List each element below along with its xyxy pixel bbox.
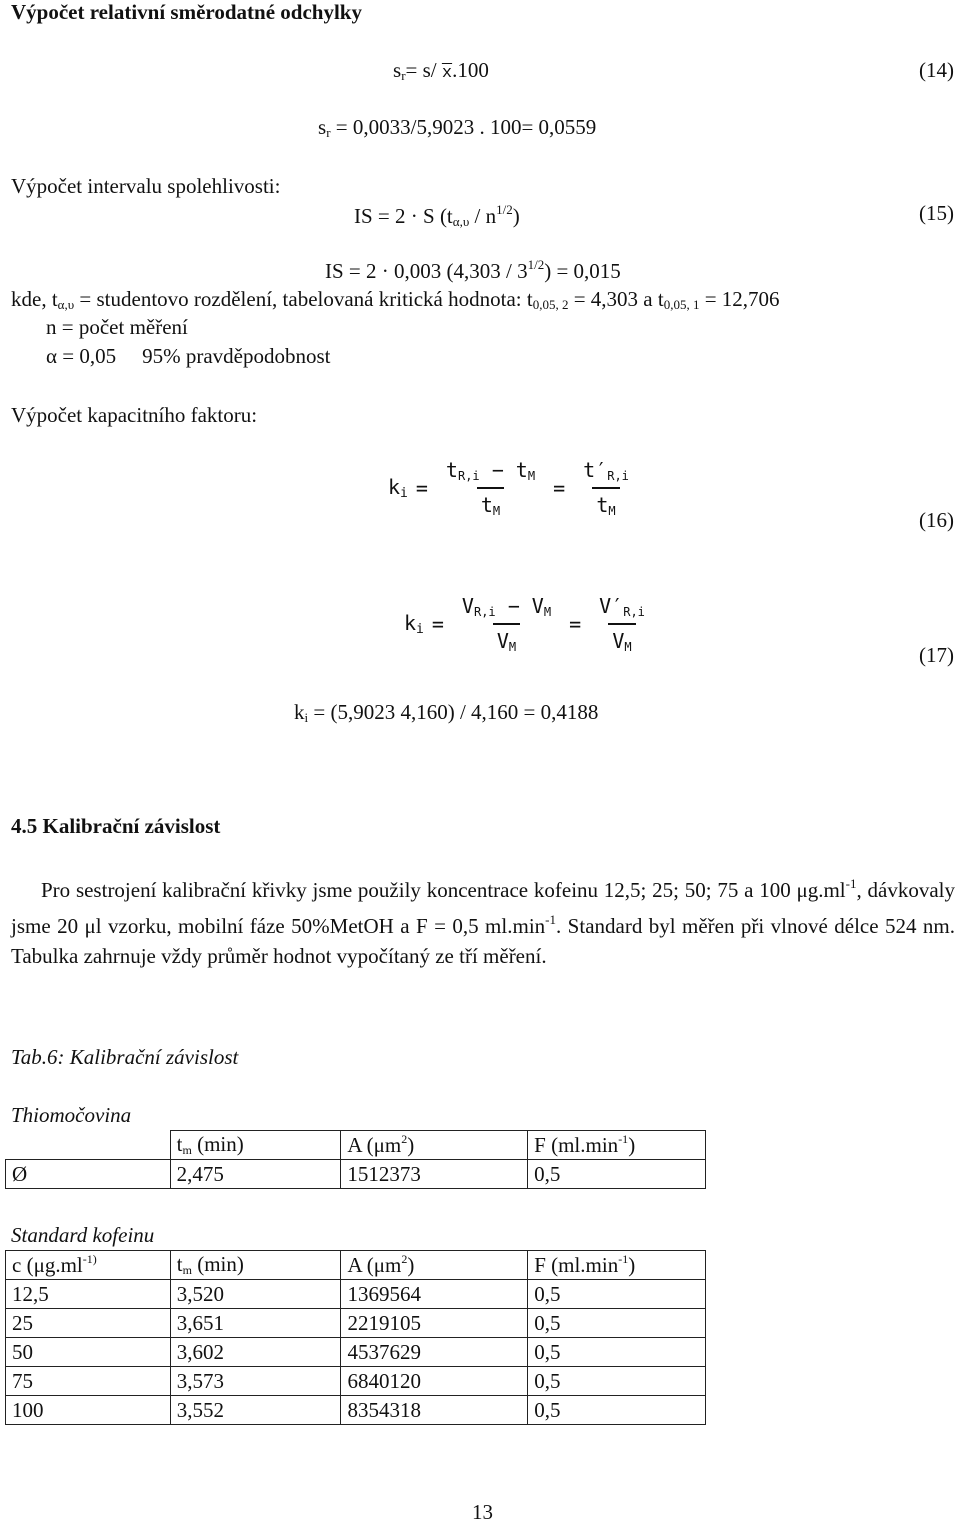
cell-area: 4537629 [341, 1338, 528, 1367]
cell-concentration: 12,5 [6, 1280, 171, 1309]
thiourea-table [5, 1130, 706, 1189]
cell-flow: 0,5 [528, 1338, 706, 1367]
cell-flow: 0,5 [528, 1309, 706, 1338]
formula-17-lhs: $k_i$ [404, 611, 424, 637]
cell-tm: 3,602 [170, 1338, 341, 1367]
cell-concentration: 100 [6, 1396, 171, 1425]
fraction-16a: $\frac{t_{R,i} - t_M}{t_M}$ [445, 458, 536, 518]
cell-tm: 3,573 [170, 1367, 341, 1396]
table-row [6, 1367, 706, 1396]
cell-flow: 0,5 [528, 1396, 706, 1425]
header-flow: F $(ml.\min^{-1})$ [528, 1251, 706, 1280]
cell-tm: 2,475 [170, 1160, 341, 1189]
definition-line-2: n = počet měření [46, 315, 188, 339]
paragraph-calibration: Pro sestrojení kalibrační křivky jsme použily koncentrace kofeinu 12,5; 25; 50; 75 a 100 $\mu g.ml^{-1}$, dávkovaly jsme 20 μl vzorku, mobilní fáze 50%MetOH a F = 0,5 $ml.\min^{-1}$. Standard byl měřen při vlnové délce 524 nm. Tabulka zahrnuje vždy průměr hodnot vypočítaný ze tří měření. [11, 876, 955, 968]
heading-capacity-factor: Výpočet kapacitního faktoru: [11, 403, 258, 427]
cell-tm: 3,651 [170, 1309, 341, 1338]
equation-14-result: $s_r = 0,0033/5,9023$ . 100= 0,0559 [318, 115, 597, 140]
equals-sign: = [553, 476, 566, 500]
equation-14: $s_r= s/$ $\overline{x}.100$ [393, 58, 489, 83]
table-header-row [6, 1251, 706, 1280]
thiourea-title: Thiomočovina [11, 1103, 132, 1127]
table-row [6, 1309, 706, 1338]
header-tm: $t_m$ (min) [170, 1131, 341, 1160]
header-flow: F $(ml.\min^{-1})$ [528, 1131, 706, 1160]
fraction-17b: $\frac{V'_{R,i}}{V_M}$ [599, 594, 645, 654]
header-cell-empty [6, 1131, 171, 1160]
cell-area: 2219105 [341, 1309, 528, 1338]
equals-sign: = [569, 612, 582, 636]
table-row [6, 1396, 706, 1425]
caffeine-table [5, 1250, 706, 1425]
table-row [6, 1338, 706, 1367]
page-number: 13 [472, 1500, 493, 1524]
equation-number-17: (17) [919, 643, 954, 667]
equation-15: IS = 2 · S $(t_{\alpha,\upsilon} / n^{1/2})$ [354, 202, 520, 229]
equation-number-15: (15) [919, 201, 954, 225]
section-title: 4.5 Kalibrační závislost [11, 814, 221, 838]
cell-concentration: 75 [6, 1367, 171, 1396]
definition-line-1: kde, $t_{\alpha,\upsilon}$ = studentovo rozdělení, tabelovaná kritická hodnota: $t_{0,05, 2} = 4,303$ a $t_{0,05, 1} = 12,706$ [11, 287, 780, 312]
caffeine-title: Standard kofeinu [11, 1223, 155, 1247]
equals-sign: = [431, 612, 444, 636]
heading-confidence-interval: Výpočet intervalu spolehlivosti: [11, 174, 281, 198]
table-caption: Tab.6: Kalibrační závislost [11, 1045, 239, 1069]
ki-calculation: $k_i = (5,9023$ 4,160) / 4,160 = 0,4188 [294, 700, 599, 725]
cell-tm: 3,552 [170, 1396, 341, 1425]
cell-area: 8354318 [341, 1396, 528, 1425]
cell-area: 1512373 [341, 1160, 528, 1189]
fraction-17a: $\frac{V_{R,i} - V_M}{V_M}$ [461, 594, 552, 654]
header-area: A $(\mu m^2)$ [341, 1131, 528, 1160]
heading-relative-sd: Výpočet relativní směrodatné odchylky [11, 0, 362, 24]
formula-16 [388, 458, 639, 518]
table-row [6, 1280, 706, 1309]
table-header-row [6, 1131, 706, 1160]
equation-15-result: IS = 2 · 0,003 $(4,303 / 3^{1/2}) = 0,015$ [325, 257, 621, 283]
formula-17 [404, 594, 655, 654]
cell-tm: 3,520 [170, 1280, 341, 1309]
cell-flow: 0,5 [528, 1160, 706, 1189]
table-row [6, 1160, 706, 1189]
header-tm: $t_m$ (min) [170, 1251, 341, 1280]
cell-mean-symbol: Ø [6, 1160, 171, 1189]
definition-line-3: α = 0,05 95% pravděpodobnost [46, 344, 331, 368]
fraction-16b: $\frac{t'_{R,i}}{t_M}$ [583, 458, 629, 518]
formula-16-lhs: $k_i$ [388, 475, 408, 501]
cell-concentration: 50 [6, 1338, 171, 1367]
x-bar-symbol: $\overline{x}$ [441, 64, 453, 83]
equals-sign: = [415, 476, 428, 500]
header-area: A $(\mu m^2)$ [341, 1251, 528, 1280]
header-concentration: c ($\mu g.ml^{-1)}$ [6, 1251, 171, 1280]
cell-flow: 0,5 [528, 1367, 706, 1396]
cell-flow: 0,5 [528, 1280, 706, 1309]
cell-concentration: 25 [6, 1309, 171, 1338]
cell-area: 6840120 [341, 1367, 528, 1396]
equation-number-14: (14) [919, 58, 954, 82]
cell-area: 1369564 [341, 1280, 528, 1309]
equation-number-16: (16) [919, 508, 954, 532]
